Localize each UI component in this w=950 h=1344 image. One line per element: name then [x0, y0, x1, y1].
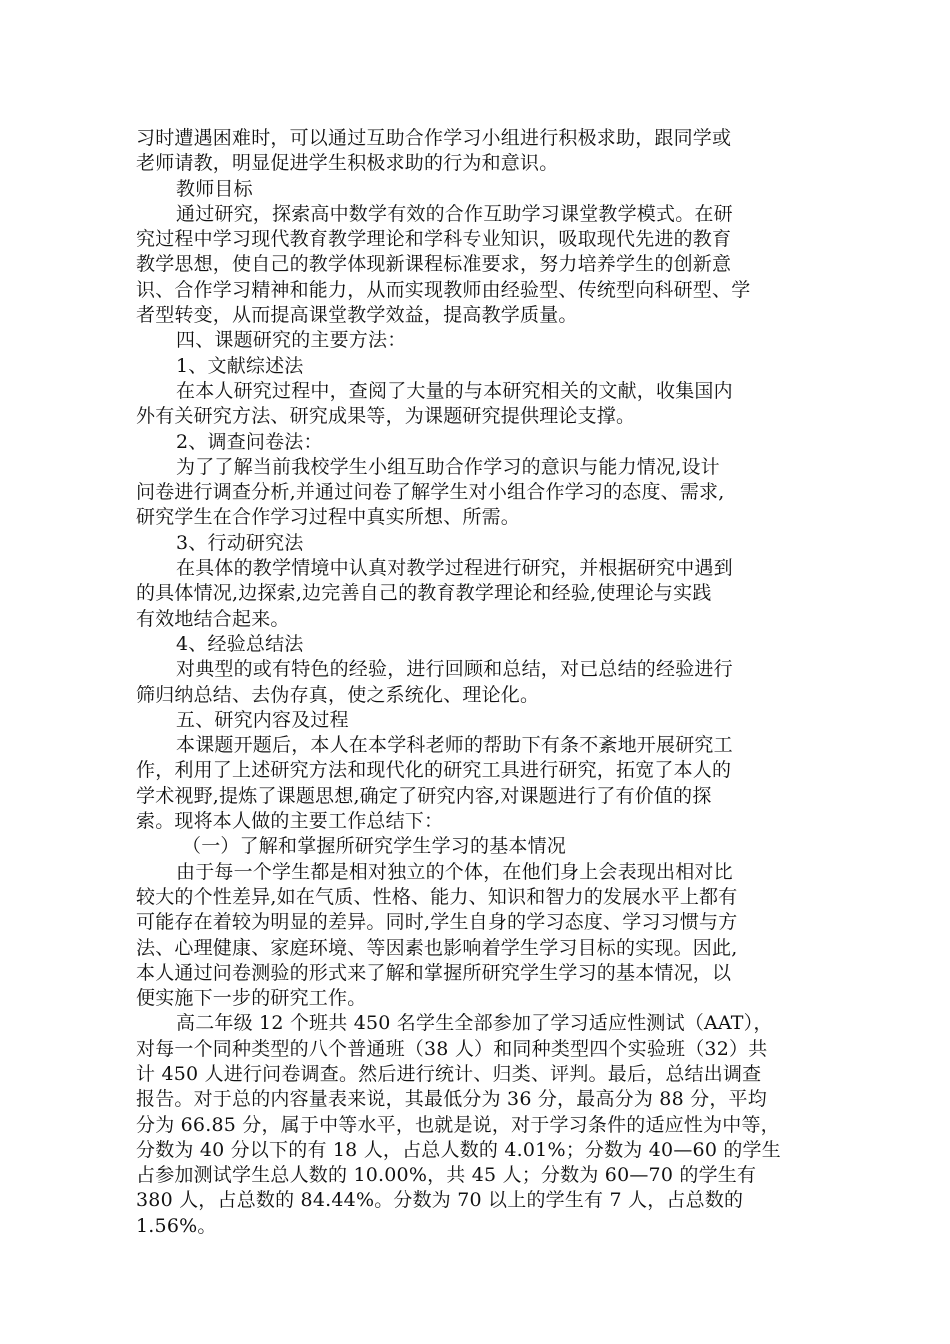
text-line: 在本人研究过程中，查阅了大量的与本研究相关的文献，收集国内 — [176, 379, 733, 402]
text-line: 2、调查问卷法： — [176, 430, 323, 453]
text-line: 究过程中学习现代教育教学理论和学科专业知识，吸取现代先进的教育 — [136, 228, 732, 251]
text-line: （一）了解和掌握所研究学生学习的基本情况 — [182, 835, 567, 858]
text-line: 识、合作学习精神和能力，从而实现教师由经验型、传统型向科研型、学 — [136, 278, 751, 301]
text-line: 问卷进行调查分析,并通过问卷了解学生对小组合作学习的态度、需求, — [136, 481, 725, 504]
text-line: 分为 66.85 分，属于中等水平，也就是说，对于学习条件的适应性为中等， — [136, 1113, 780, 1136]
text-line: 法、心理健康、家庭环境、等因素也影响着学生学习目标的实现。因此, — [136, 936, 738, 959]
text-line: 由于每一个学生都是相对独立的个体，在他们身上会表现出相对比 — [176, 860, 733, 883]
text-line: 4、经验总结法 — [176, 632, 304, 655]
text-line: 教学思想，使自己的教学体现新课程标准要求，努力培养学生的创新意 — [136, 253, 732, 276]
text-line: 对典型的或有特色的经验，进行回顾和总结，对已总结的经验进行 — [176, 658, 733, 681]
text-line: 有效地结合起来。 — [136, 607, 290, 630]
text-line: 研究学生在合作学习过程中真实所想、所需。 — [136, 506, 521, 529]
text-line: 的具体情况,边探索,边完善自己的教育教学理论和经验,使理论与实践 — [136, 582, 712, 605]
text-line: 外有关研究方法、研究成果等，为课题研究提供理论支撑。 — [136, 405, 636, 428]
text-line: 五、研究内容及过程 — [176, 708, 349, 731]
text-line: 作，利用了上述研究方法和现代化的研究工具进行研究，拓宽了本人的 — [136, 759, 732, 782]
text-line: 对每一个同种类型的八个普通班（38 人）和同种类型四个实验班（32）共 — [136, 1037, 768, 1060]
document-page — [136, 126, 812, 1237]
text-line: 本人通过问卷测验的形式来了解和掌握所研究学生学习的基本情况，以 — [136, 961, 732, 984]
text-line: 380 人，占总数的 84.44%。分数为 70 以上的学生有 7 人，占总数的 — [136, 1189, 744, 1212]
text-line: 报告。对于总的内容量表来说，其最低分为 36 分，最高分为 88 分，平均 — [136, 1088, 767, 1111]
text-line: 者型转变，从而提高课堂教学效益，提高教学质量。 — [136, 304, 578, 327]
text-line: 习时遭遇困难时，可以通过互助合作学习小组进行积极求助，跟同学或 — [136, 127, 732, 149]
text-line: 分数为 40 分以下的有 18 人，占总人数的 4.01%；分数为 40—60 的学生 — [136, 1138, 781, 1161]
text-line: 便实施下一步的研究工作。 — [136, 987, 367, 1010]
text-line: 老师请教，明显促进学生积极求助的行为和意识。 — [136, 152, 559, 175]
text-line: 高二年级 12 个班共 450 名学生全部参加了学习适应性测试（AAT）， — [176, 1012, 773, 1035]
text-line: 通过研究，探索高中数学有效的合作互助学习课堂教学模式。在研 — [176, 202, 733, 225]
text-line: 四、课题研究的主要方法： — [176, 329, 407, 352]
text-line: 1、文献综述法 — [176, 354, 304, 377]
text-line: 在具体的教学情境中认真对教学过程进行研究，并根据研究中遇到 — [176, 557, 733, 580]
text-line: 3、行动研究法 — [176, 531, 304, 554]
text-line: 筛归纳总结、去伪存真，使之系统化、理论化。 — [136, 683, 540, 706]
text-line: 较大的个性差异,如在气质、性格、能力、知识和智力的发展水平上都有 — [136, 885, 738, 908]
text-line: 索。现将本人做的主要工作总结下： — [136, 810, 444, 833]
text-line: 计 450 人进行问卷调查。然后进行统计、归类、评判。最后，总结出调查 — [136, 1062, 762, 1085]
text-line: 为了了解当前我校学生小组互助合作学习的意识与能力情况,设计 — [176, 455, 720, 478]
text-line: 学术视野,提炼了课题思想,确定了研究内容,对课题进行了有价值的探 — [136, 784, 712, 807]
text-line: 占参加测试学生总人数的 10.00%，共 45 人；分数为 60—70 的学生有 — [136, 1164, 757, 1187]
text-line: 1.56%。 — [136, 1214, 217, 1237]
text-line: 本课题开题后，本人在本学科老师的帮助下有条不紊地开展研究工 — [176, 734, 733, 757]
text-line: 教师目标 — [176, 177, 253, 200]
text-line: 可能存在着较为明显的差异。同时,学生自身的学习态度、学习习惯与方 — [136, 911, 738, 934]
